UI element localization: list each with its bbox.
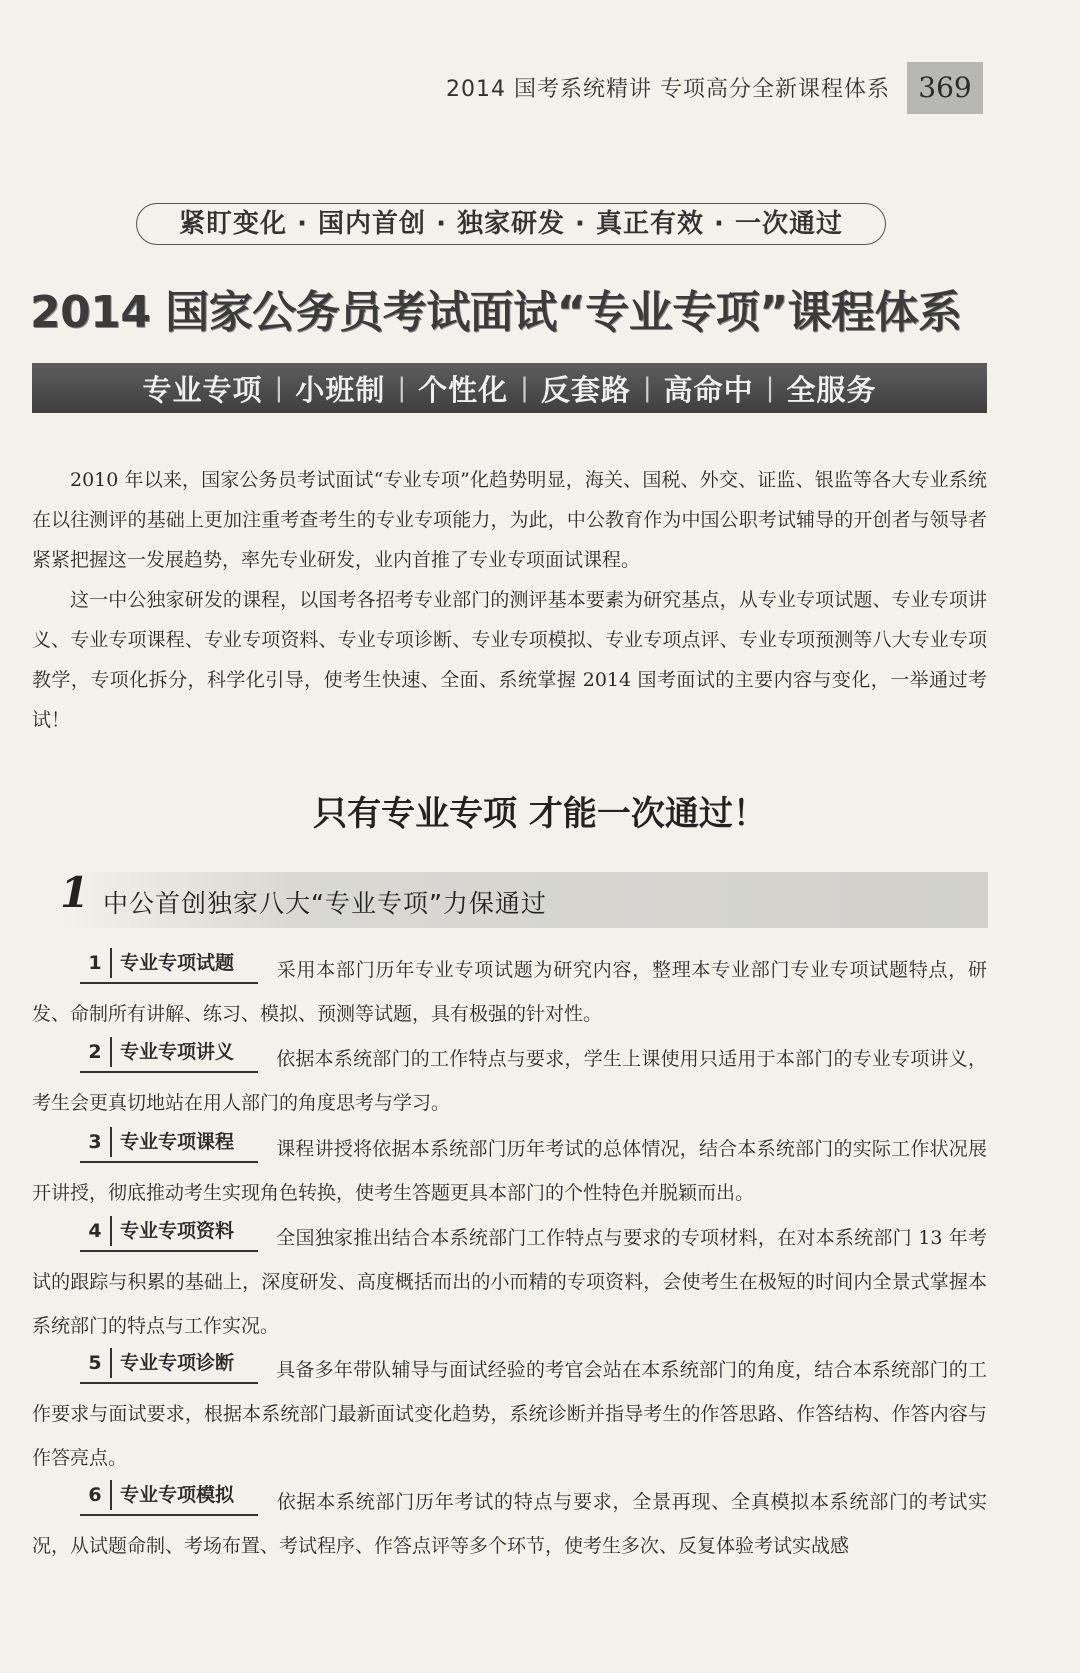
item-label-box — [80, 1348, 258, 1384]
item-label-box — [80, 1127, 258, 1163]
intro-paragraph: 这一中公独家研发的课程，以国考各招考专业部门的测评基本要素为研究基点，从专业专项试题、专业专项讲义、专业专项课程、专业专项资料、专业专项诊断、专业专项模拟、专业专项点评、专业专项预测等八大专业专项教学，专项化拆分，科学化引导，使考生快速、全面、系统掌握 2014 国考面试的主要内容与变化，一举通过考试！ — [32, 589, 987, 731]
feature-item: 反套路 — [540, 372, 631, 407]
features-bar — [32, 363, 987, 413]
list-item — [32, 1127, 987, 1215]
page-number: 369 — [907, 62, 983, 114]
item-text: 课程讲授将依据本系统部门历年考试的总体情况，结合本系统部门的实际工作状况展开讲授，彻底推动考生实现角色转换，使考生答题更具本部门的个性特色并脱颖而出。 — [32, 1138, 987, 1204]
item-number: 1 — [80, 948, 112, 978]
list-item — [32, 1216, 987, 1348]
feature-separator: | — [520, 373, 529, 403]
item-label-box — [80, 1037, 258, 1073]
item-label: 专业专项试题 — [120, 952, 235, 974]
item-text: 具备多年带队辅导与面试经验的考官会站在本系统部门的角度，结合本系统部门的工作要求与面试要求，根据本系统部门最新面试变化趋势，系统诊断并指导考生的作答思路、作答结构、作答内容与作答亮点。 — [32, 1359, 987, 1469]
list-item — [32, 1037, 987, 1125]
item-label: 专业专项资料 — [120, 1220, 235, 1242]
item-text: 全国独家推出结合本系统部门工作特点与要求的专项材料，在对本系统部门 13 年考试的跟踪与积累的基础上，深度研发、高度概括而出的小而精的专项资料，会使考生在极短的时间内全景式掌握本系统部门的特点与工作实况。 — [32, 1227, 987, 1337]
item-text: 依据本系统部门的工作特点与要求，学生上课使用只适用于本部门的专业专项讲义，考生会更真切地站在用人部门的角度思考与学习。 — [32, 1048, 987, 1114]
item-number: 3 — [80, 1127, 112, 1157]
list-item — [32, 1348, 987, 1480]
list-item — [32, 948, 987, 1036]
feature-separator: | — [397, 373, 407, 403]
running-header-title: 2014 国考系统精讲 专项高分全新课程体系 — [446, 77, 890, 102]
item-label: 专业专项模拟 — [120, 1484, 235, 1506]
feature-separator: | — [274, 373, 284, 403]
item-text: 采用本部门历年专业专项试题为研究内容，整理本专业部门专业专项试题特点，研发、命制所有讲解、练习、模拟、预测等试题，具有极强的针对性。 — [32, 959, 987, 1025]
item-label: 专业专项讲义 — [120, 1041, 235, 1063]
item-label-box — [80, 1480, 258, 1516]
subheading: 只有专业专项 才能一次通过！ — [313, 794, 767, 834]
section-title: 中公首创独家八大“专业专项”力保通过 — [103, 889, 547, 918]
section-number: 1 — [60, 868, 90, 917]
item-number: 2 — [80, 1037, 112, 1067]
item-label-box — [80, 1216, 258, 1252]
list-item — [32, 1480, 987, 1568]
item-number: 6 — [80, 1480, 112, 1510]
item-label: 专业专项课程 — [120, 1131, 235, 1153]
feature-item: 小班制 — [295, 372, 386, 407]
slogan-banner: 紧盯变化 · 国内首创 · 独家研发 · 真正有效 · 一次通过 — [136, 203, 886, 245]
feature-item: 高命中 — [663, 372, 754, 407]
feature-item: 全服务 — [786, 372, 877, 407]
page-header — [0, 62, 1080, 118]
item-label: 专业专项诊断 — [120, 1352, 235, 1374]
intro-section — [32, 460, 987, 740]
item-number: 5 — [80, 1348, 112, 1378]
main-title: 2014 国家公务员考试面试“专业专项”课程体系 — [30, 287, 962, 338]
item-text: 依据本系统部门历年考试的特点与要求，全景再现、全真模拟本系统部门的考试实况，从试题命制、考场布置、考试程序、作答点评等多个环节，使考生多次、反复体验考试实战感 — [32, 1491, 987, 1557]
feature-item: 专业专项 — [142, 372, 263, 407]
intro-paragraph: 2010 年以来，国家公务员考试面试“专业专项”化趋势明显，海关、国税、外交、证监、银监等各大专业系统在以往测评的基础上更加注重考查考生的专业专项能力，为此，中公教育作为中国公职考试辅导的开创者与领导者紧紧把握这一发展趋势，率先专业研发，业内首推了专业专项面试课程。 — [32, 469, 987, 571]
feature-item: 个性化 — [418, 372, 509, 407]
feature-separator: | — [765, 373, 775, 403]
item-number: 4 — [80, 1216, 112, 1246]
feature-separator: | — [642, 373, 652, 403]
item-label-box — [80, 948, 258, 984]
